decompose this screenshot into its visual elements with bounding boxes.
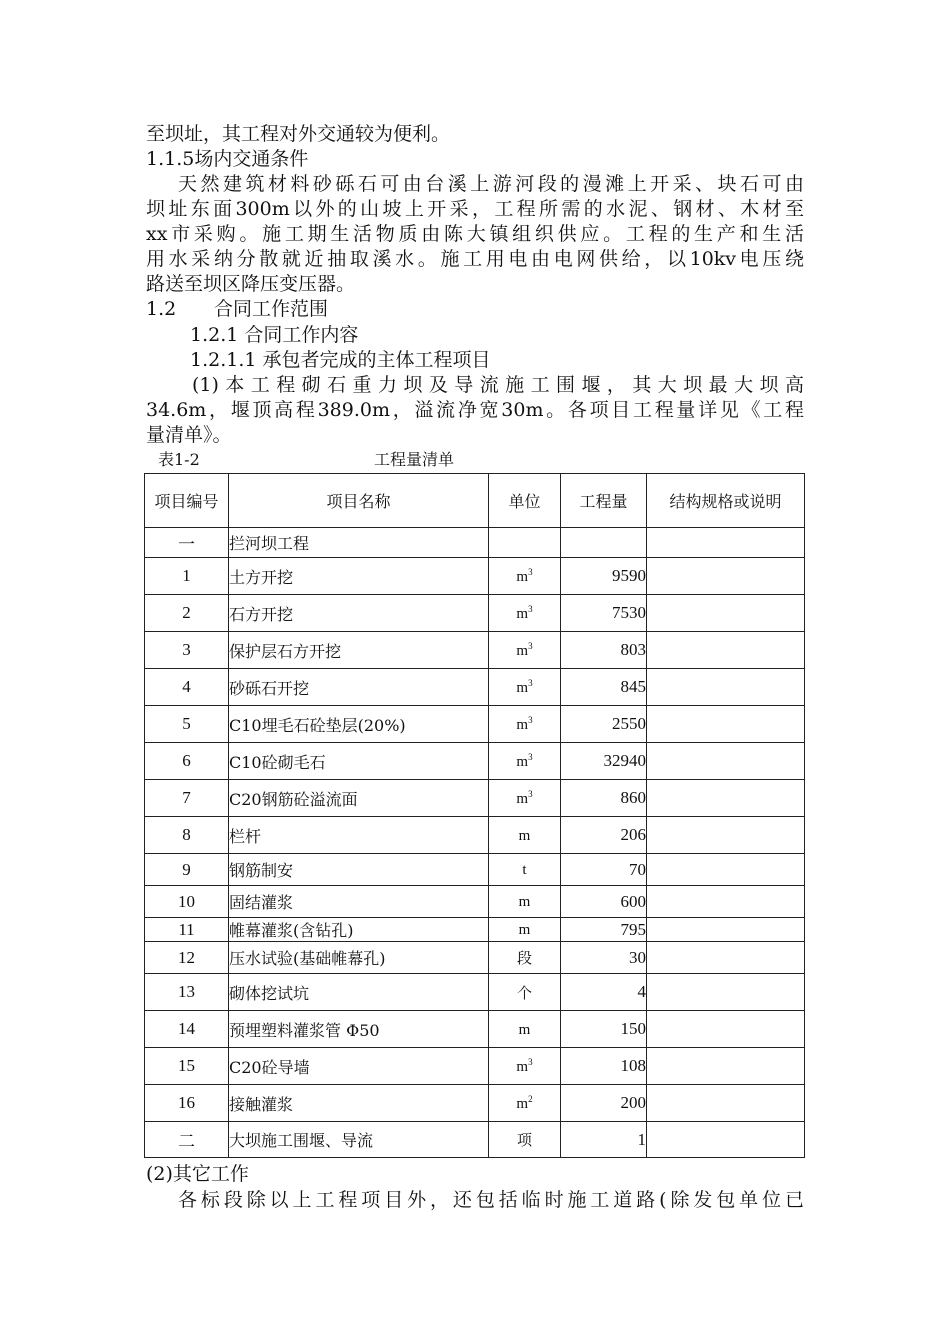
cell-item-name: 保护层石方开挖 xyxy=(229,632,489,669)
cell-item-name: C10埋毛石砼垫层(20%) xyxy=(229,706,489,743)
unit-superscript: 3 xyxy=(528,714,533,725)
cell-unit xyxy=(489,854,561,886)
table-row xyxy=(145,886,805,918)
cell-unit xyxy=(489,817,561,854)
table-title: 工程量清单 xyxy=(374,450,455,469)
cell-quantity: 150 xyxy=(561,1011,647,1048)
cell-quantity: 795 xyxy=(561,918,647,942)
table-row xyxy=(145,558,805,595)
header-quantity: 工程量 xyxy=(561,474,647,528)
paragraph-line: 量清单》。 xyxy=(146,424,232,446)
paragraph-line: (1)本工程砌石重力坝及导流施工围堰，其大坝最大坝高 xyxy=(192,374,804,396)
cell-quantity xyxy=(561,528,647,558)
cell-spec xyxy=(647,1048,805,1085)
cell-item-no: 5 xyxy=(145,706,229,743)
cell-spec xyxy=(647,1122,805,1158)
table-row xyxy=(145,780,805,817)
cell-item-name: 砂砾石开挖 xyxy=(229,669,489,706)
unit-text: m xyxy=(516,1058,529,1075)
unit-text: m xyxy=(516,716,529,733)
cell-quantity: 600 xyxy=(561,886,647,918)
table-row xyxy=(145,1122,805,1158)
cell-quantity: 4 xyxy=(561,974,647,1011)
paragraph-line: 坝址东面300m以外的山坡上开采，工程所需的水泥、钢材、木材至 xyxy=(146,198,804,220)
cell-spec xyxy=(647,780,805,817)
table-row xyxy=(145,1048,805,1085)
unit-text: t xyxy=(522,862,527,878)
cell-item-name: 拦河坝工程 xyxy=(229,528,489,558)
cell-quantity: 860 xyxy=(561,780,647,817)
section-heading-1-2-title: 合同工作范围 xyxy=(214,298,329,320)
cell-item-no: 6 xyxy=(145,743,229,780)
header-item-no: 项目编号 xyxy=(145,474,229,528)
table-row xyxy=(145,974,805,1011)
cell-spec xyxy=(647,886,805,918)
header-item-name: 项目名称 xyxy=(229,474,489,528)
header-unit: 单位 xyxy=(489,474,561,528)
cell-unit xyxy=(489,1085,561,1122)
unit-text: m xyxy=(516,679,529,696)
unit-text: m xyxy=(516,1095,529,1112)
cell-item-no: 12 xyxy=(145,942,229,974)
paragraph-line: 各标段除以上工程项目外，还包括临时施工道路(除发包单位已 xyxy=(178,1189,804,1211)
cell-item-no: 14 xyxy=(145,1011,229,1048)
cell-item-no: 11 xyxy=(145,918,229,942)
cell-spec xyxy=(647,595,805,632)
quantity-table xyxy=(144,473,805,1158)
cell-item-name: 钢筋制安 xyxy=(229,854,489,886)
table-row xyxy=(145,817,805,854)
cell-spec xyxy=(647,974,805,1011)
cell-item-no: 3 xyxy=(145,632,229,669)
unit-text: m xyxy=(518,827,531,844)
section-heading-1-2-1: 1.2.1 合同工作内容 xyxy=(190,324,359,346)
cell-unit xyxy=(489,528,561,558)
cell-spec xyxy=(647,669,805,706)
cell-item-name: 接触灌浆 xyxy=(229,1085,489,1122)
cell-item-no: 9 xyxy=(145,854,229,886)
cell-unit xyxy=(489,942,561,974)
unit-superscript: 3 xyxy=(528,751,533,762)
cell-item-no: 二 xyxy=(145,1122,229,1158)
cell-spec xyxy=(647,558,805,595)
paragraph-line: 路送至坝区降压变压器。 xyxy=(146,273,356,295)
unit-superscript: 3 xyxy=(528,566,533,577)
cell-spec xyxy=(647,854,805,886)
cell-quantity: 803 xyxy=(561,632,647,669)
cell-unit xyxy=(489,595,561,632)
table-row xyxy=(145,743,805,780)
cell-spec xyxy=(647,942,805,974)
unit-text: m xyxy=(518,1021,531,1038)
cell-spec xyxy=(647,817,805,854)
table-number: 表1-2 xyxy=(158,450,200,469)
unit-text: m xyxy=(516,753,529,770)
cell-item-no: 16 xyxy=(145,1085,229,1122)
table-row xyxy=(145,669,805,706)
cell-item-no: 10 xyxy=(145,886,229,918)
cell-item-name: 栏杆 xyxy=(229,817,489,854)
cell-item-name: 石方开挖 xyxy=(229,595,489,632)
cell-item-no: 2 xyxy=(145,595,229,632)
cell-unit xyxy=(489,974,561,1011)
cell-quantity: 2550 xyxy=(561,706,647,743)
table-row xyxy=(145,1011,805,1048)
table-row xyxy=(145,854,805,886)
cell-unit xyxy=(489,558,561,595)
section-heading-1-2-1-1: 1.2.1.1 承包者完成的主体工程项目 xyxy=(190,349,491,371)
cell-item-no: 7 xyxy=(145,780,229,817)
cell-quantity: 9590 xyxy=(561,558,647,595)
cell-item-name: 压水试验(基础帷幕孔) xyxy=(229,942,489,974)
cell-quantity: 32940 xyxy=(561,743,647,780)
table-body xyxy=(145,528,805,1158)
cell-quantity: 70 xyxy=(561,854,647,886)
cell-unit xyxy=(489,632,561,669)
cell-spec xyxy=(647,528,805,558)
cell-quantity: 1 xyxy=(561,1122,647,1158)
table-row xyxy=(145,632,805,669)
cell-quantity: 7530 xyxy=(561,595,647,632)
cell-quantity: 30 xyxy=(561,942,647,974)
cell-item-no: 8 xyxy=(145,817,229,854)
unit-text: 项 xyxy=(516,1133,532,1149)
cell-quantity: 108 xyxy=(561,1048,647,1085)
cell-item-name: C20砼导墙 xyxy=(229,1048,489,1085)
cell-unit xyxy=(489,1011,561,1048)
unit-text: m xyxy=(516,642,529,659)
header-spec: 结构规格或说明 xyxy=(647,474,805,528)
cell-spec xyxy=(647,706,805,743)
unit-text: m xyxy=(516,568,529,585)
cell-item-name: 帷幕灌浆(含钻孔) xyxy=(229,918,489,942)
cell-spec xyxy=(647,1085,805,1122)
cell-item-name: 土方开挖 xyxy=(229,558,489,595)
unit-superscript: 3 xyxy=(528,788,533,799)
paragraph-line: 用水采纳分散就近抽取溪水。施工用电由电网供给，以10kv电压绕 xyxy=(146,248,804,270)
table-row xyxy=(145,1085,805,1122)
paragraph-line: 天然建筑材料砂砾石可由台溪上游河段的漫滩上开采、块石可由 xyxy=(178,173,804,195)
cell-unit xyxy=(489,706,561,743)
unit-superscript: 3 xyxy=(528,603,533,614)
cell-item-name: C10砼砌毛石 xyxy=(229,743,489,780)
cell-quantity: 206 xyxy=(561,817,647,854)
table-row xyxy=(145,595,805,632)
paragraph-line: (2)其它工作 xyxy=(146,1163,249,1185)
cell-quantity: 845 xyxy=(561,669,647,706)
cell-item-no: 15 xyxy=(145,1048,229,1085)
table-row xyxy=(145,942,805,974)
unit-superscript: 3 xyxy=(528,1056,533,1067)
section-heading-1-2-number: 1.2 xyxy=(146,298,177,320)
cell-quantity: 200 xyxy=(561,1085,647,1122)
cell-item-no: 13 xyxy=(145,974,229,1011)
table-row xyxy=(145,706,805,743)
paragraph-line: xx市采购。施工期生活物质由陈大镇组织供应。工程的生产和生活 xyxy=(146,223,804,245)
cell-item-no: 4 xyxy=(145,669,229,706)
unit-superscript: 2 xyxy=(528,1093,533,1104)
paragraph-line: 34.6m，堰顶高程389.0m，溢流净宽30m。各项目工程量详见《工程 xyxy=(146,399,804,421)
unit-text: m xyxy=(518,894,531,910)
cell-unit xyxy=(489,886,561,918)
table-row xyxy=(145,528,805,558)
unit-text: m xyxy=(516,790,529,807)
cell-item-name: 预埋塑料灌浆管 Φ50 xyxy=(229,1011,489,1048)
unit-superscript: 3 xyxy=(528,677,533,688)
unit-text: m xyxy=(516,605,529,622)
unit-superscript: 3 xyxy=(528,640,533,651)
cell-unit xyxy=(489,669,561,706)
cell-item-no: 1 xyxy=(145,558,229,595)
cell-item-no: 一 xyxy=(145,528,229,558)
section-heading-1-1-5: 1.1.5场内交通条件 xyxy=(146,148,309,170)
cell-item-name: C20钢筋砼溢流面 xyxy=(229,780,489,817)
cell-spec xyxy=(647,918,805,942)
cell-spec xyxy=(647,743,805,780)
cell-unit xyxy=(489,1048,561,1085)
cell-item-name: 固结灌浆 xyxy=(229,886,489,918)
cell-item-name: 大坝施工围堰、导流 xyxy=(229,1122,489,1158)
paragraph-line: 至坝址，其工程对外交通较为便利。 xyxy=(146,123,451,145)
cell-unit xyxy=(489,1122,561,1158)
cell-unit xyxy=(489,918,561,942)
cell-spec xyxy=(647,632,805,669)
unit-text: m xyxy=(518,922,531,938)
unit-text: 段 xyxy=(516,951,532,967)
table-row xyxy=(145,918,805,942)
unit-text: 个 xyxy=(516,985,532,1002)
cell-spec xyxy=(647,1011,805,1048)
cell-unit xyxy=(489,780,561,817)
cell-unit xyxy=(489,743,561,780)
cell-item-name: 砌体挖试坑 xyxy=(229,974,489,1011)
